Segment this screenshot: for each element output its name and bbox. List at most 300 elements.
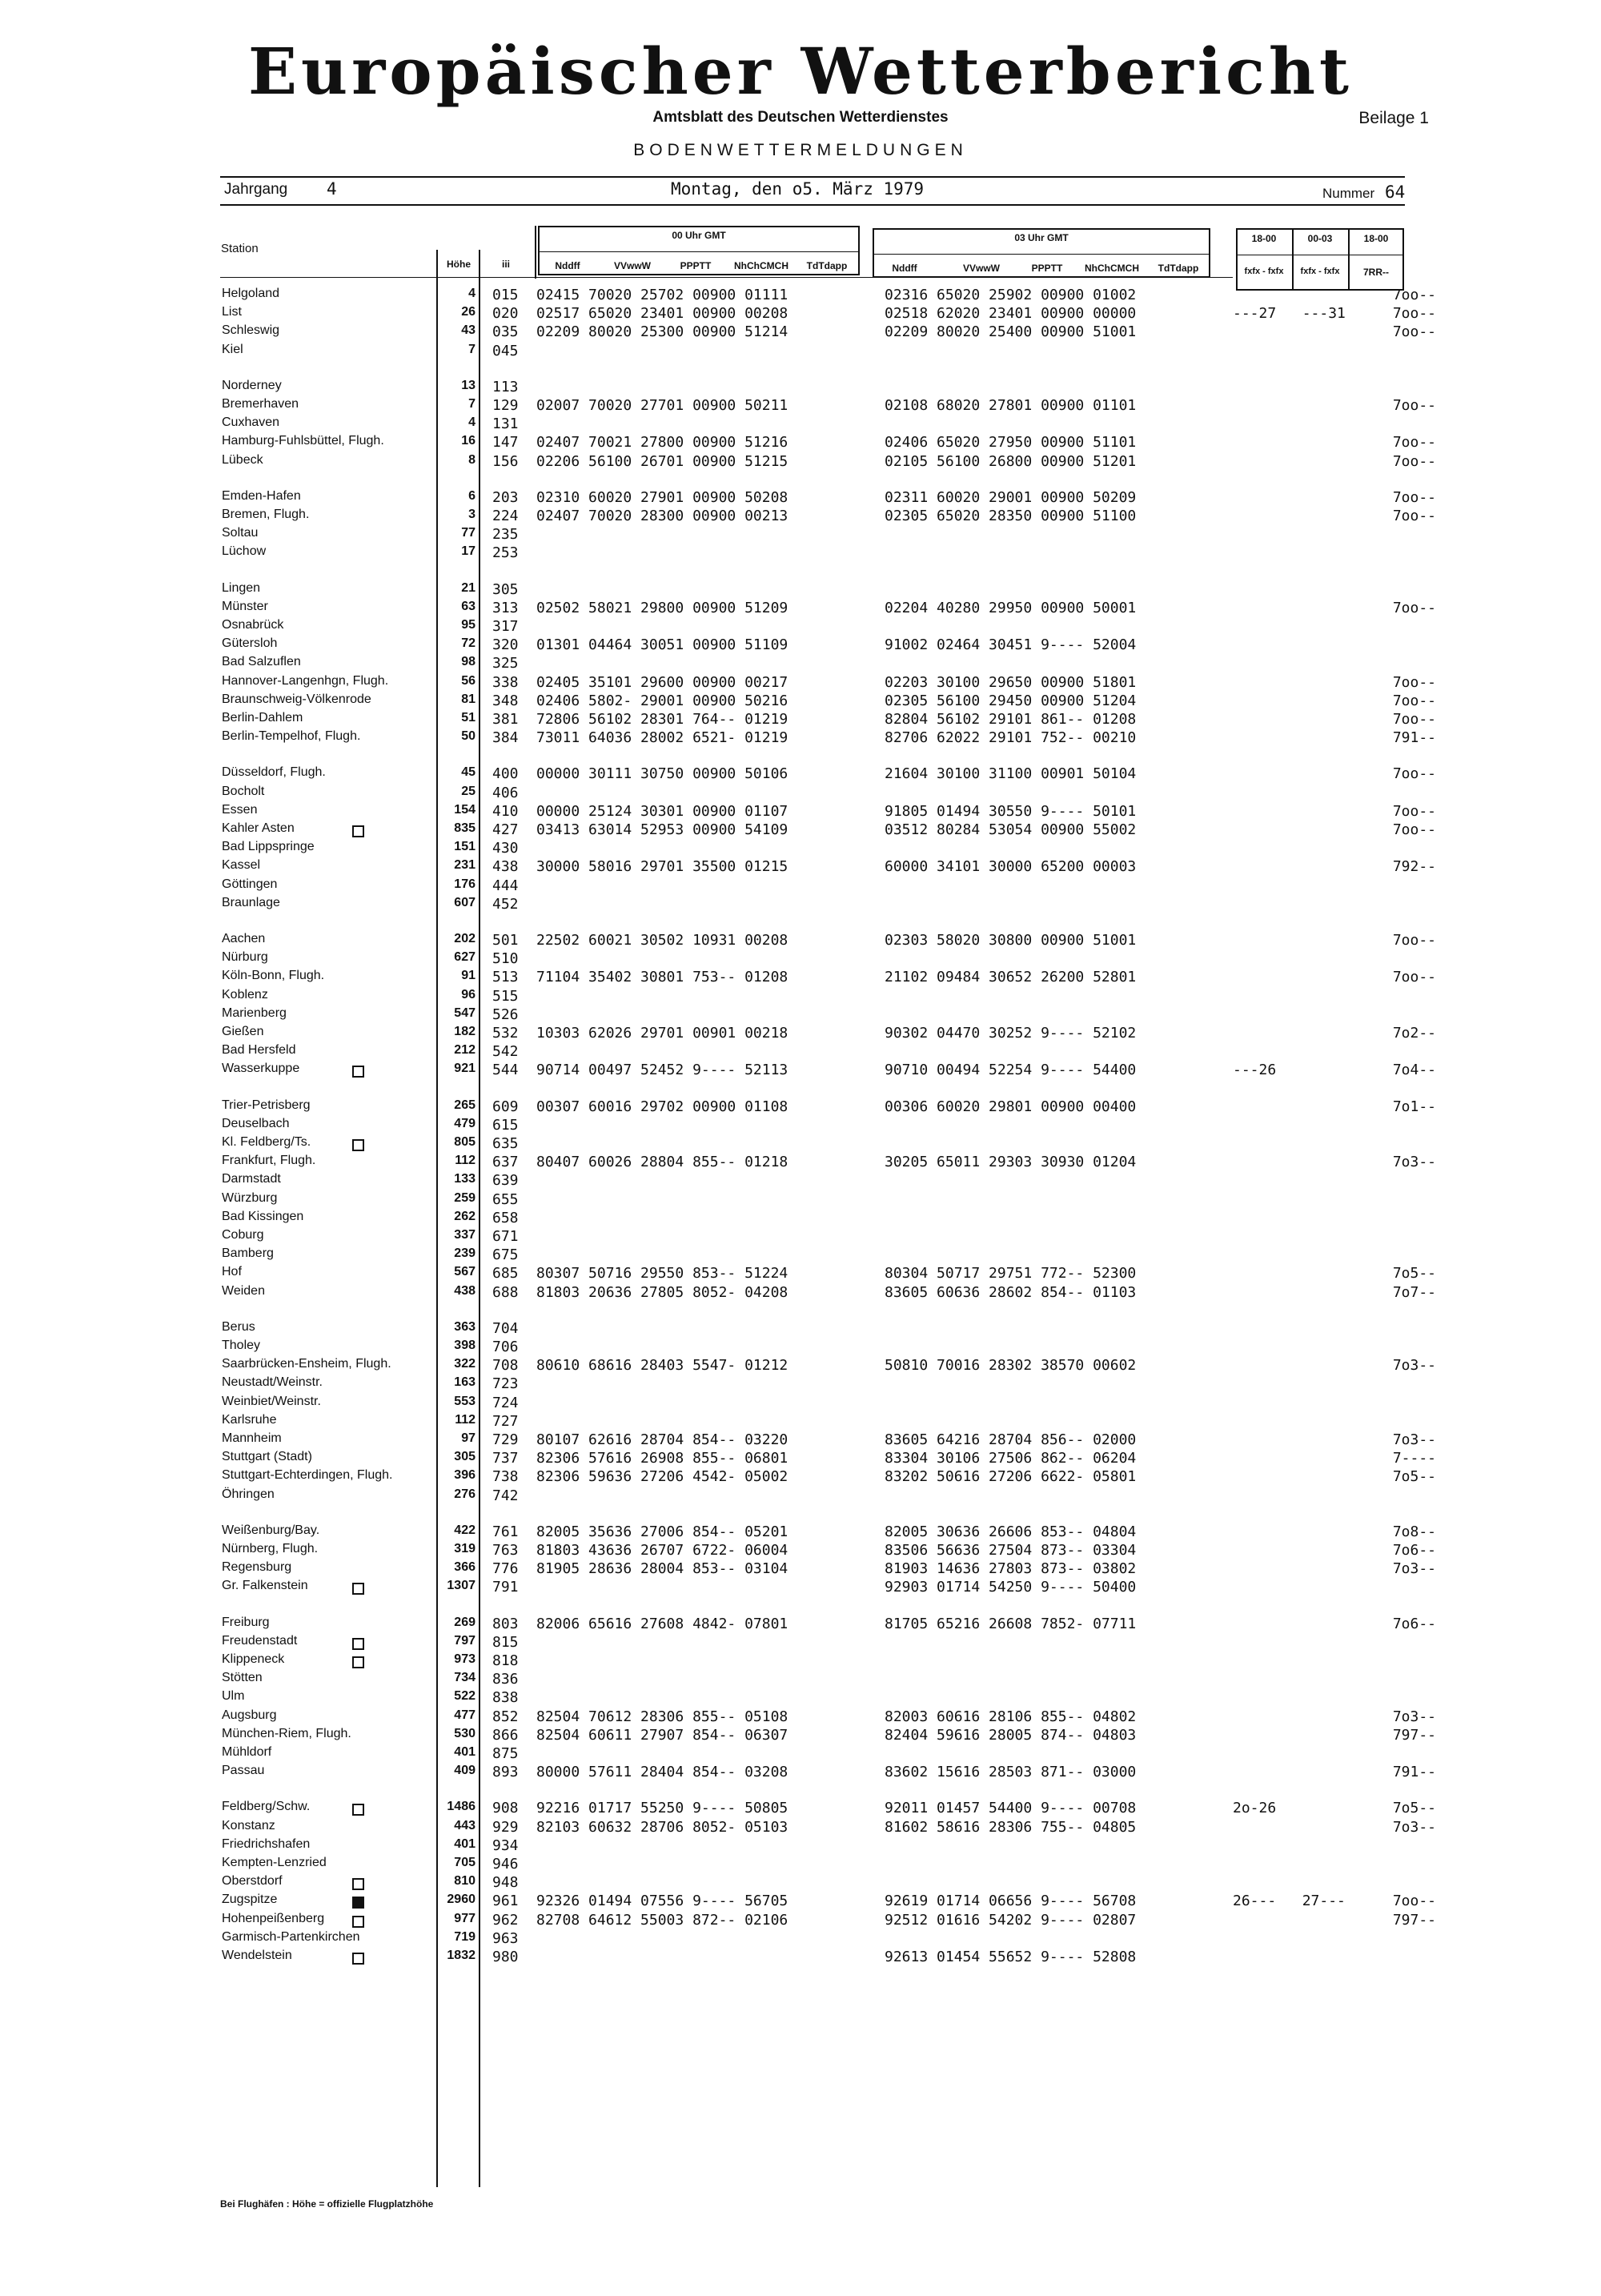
table-row xyxy=(0,1431,1601,1449)
station-height: 398 xyxy=(454,1339,475,1352)
station-height: 396 xyxy=(454,1468,475,1483)
precip-group: 7o6-- xyxy=(1392,1615,1436,1632)
station-name: Öhringen xyxy=(222,1487,275,1501)
station-name: Cuxhaven xyxy=(222,415,280,430)
station-id: 635 xyxy=(492,1135,519,1152)
jahrgang-label: Jahrgang xyxy=(224,181,288,198)
table-row xyxy=(0,932,1601,949)
station-height: 91 xyxy=(461,969,475,983)
table-row xyxy=(0,1542,1601,1559)
precip-group: 7oo-- xyxy=(1392,599,1436,616)
station-name: Ulm xyxy=(222,1689,245,1704)
obs-03-gmt: 02209 80020 25400 00900 51001 xyxy=(885,323,1137,341)
table-row xyxy=(0,692,1601,710)
table-row xyxy=(0,1856,1601,1873)
obs-00-gmt: 80000 57611 28404 854-- 03208 xyxy=(536,1764,788,1781)
station-height: 231 xyxy=(454,858,475,873)
station-name: Saarbrücken-Ensheim, Flugh. xyxy=(222,1357,391,1371)
station-id: 948 xyxy=(492,1874,519,1892)
obs-00-gmt: 00307 60016 29702 00900 01108 xyxy=(536,1098,788,1115)
station-id: 671 xyxy=(492,1228,519,1245)
table-row xyxy=(0,1006,1601,1024)
station-name: Stuttgart-Echterdingen, Flugh. xyxy=(222,1468,393,1483)
station-height: 366 xyxy=(454,1560,475,1575)
table-row xyxy=(0,618,1601,636)
table-row xyxy=(0,1284,1601,1302)
nummer-value: 64 xyxy=(1385,183,1406,202)
gmt00-sep xyxy=(538,251,860,252)
obs-00-gmt: 02406 5802- 29001 00900 50216 xyxy=(536,692,788,709)
station-height: 805 xyxy=(454,1135,475,1149)
obs-00-gmt: 02407 70021 27800 00900 51216 xyxy=(536,434,788,452)
col-station: Station xyxy=(221,242,259,255)
station-name: List xyxy=(222,305,242,319)
precip-group: 792-- xyxy=(1392,858,1436,876)
station-id: 738 xyxy=(492,1468,519,1486)
precip-group: 7oo-- xyxy=(1392,1893,1436,1910)
station-height: 51 xyxy=(461,711,475,725)
station-name: Bad Hersfeld xyxy=(222,1043,296,1058)
mountain-station-marker-icon xyxy=(352,1916,364,1928)
station-id: 320 xyxy=(492,636,519,654)
station-height: 797 xyxy=(454,1633,475,1648)
table-row xyxy=(0,1800,1601,1817)
station-name: Weiden xyxy=(222,1283,265,1298)
station-height: 21 xyxy=(461,580,475,595)
station-height: 4 xyxy=(468,415,475,430)
station-height: 734 xyxy=(454,1671,475,1685)
station-name: Marienberg xyxy=(222,1006,287,1020)
header-rule-bottom xyxy=(220,204,1405,206)
table-row xyxy=(0,1210,1601,1227)
table-row xyxy=(0,1634,1601,1652)
station-name: Berlin-Tempelhof, Flugh. xyxy=(222,729,361,744)
station-name: Osnabrück xyxy=(222,618,284,632)
obs-03-gmt: 02518 62020 23401 00900 00000 xyxy=(885,305,1137,323)
precip-group: 7oo-- xyxy=(1392,452,1436,470)
table-row xyxy=(0,1320,1601,1338)
supplement-label: Beilage 1 xyxy=(1358,109,1429,127)
obs-03-gmt: 50810 70016 28302 38570 00602 xyxy=(885,1357,1137,1375)
section-title: BODENWETTERMELDUNGEN xyxy=(633,141,968,159)
table-row xyxy=(0,1154,1601,1171)
col-nddff-03: Nddff xyxy=(892,263,917,274)
obs-03-gmt: 92613 01454 55652 9---- 52808 xyxy=(885,1949,1137,1965)
station-name: Feldberg/Schw. xyxy=(222,1800,311,1814)
station-name: Oberstdorf xyxy=(222,1874,283,1889)
precip-group: 7o5-- xyxy=(1392,1800,1436,1817)
station-name: Berlin-Dahlem xyxy=(222,711,303,725)
station-height: 547 xyxy=(454,1006,475,1020)
station-id: 513 xyxy=(492,969,519,986)
obs-03-gmt: 83605 64216 28704 856-- 02000 xyxy=(885,1431,1137,1448)
station-height: 163 xyxy=(454,1375,475,1390)
station-name: Bocholt xyxy=(222,784,265,798)
station-id: 803 xyxy=(492,1615,519,1632)
station-name: Augsburg xyxy=(222,1708,277,1722)
obs-03-gmt: 30205 65011 29303 30930 01204 xyxy=(885,1154,1137,1171)
table-row xyxy=(0,1949,1601,1966)
precip-group: 7oo-- xyxy=(1392,692,1436,709)
station-id: 729 xyxy=(492,1431,519,1448)
station-name: Hamburg-Fuhlsbüttel, Flugh. xyxy=(222,434,384,448)
station-id: 724 xyxy=(492,1394,519,1411)
page-title: Europäischer Wetterbericht xyxy=(248,34,1353,109)
station-height: 262 xyxy=(454,1209,475,1223)
obs-03-gmt: 81602 58616 28306 755-- 04805 xyxy=(885,1818,1137,1836)
table-row xyxy=(0,343,1601,360)
station-name: Mühldorf xyxy=(222,1745,272,1759)
station-id: 836 xyxy=(492,1671,519,1688)
table-row xyxy=(0,821,1601,839)
obs-03-gmt: 02305 56100 29450 00900 51204 xyxy=(885,692,1137,709)
precip-group: 7oo-- xyxy=(1392,711,1436,728)
jahrgang-value: 4 xyxy=(327,179,337,199)
table-row xyxy=(0,415,1601,433)
obs-03-gmt: 00306 60020 29801 00900 00400 xyxy=(885,1098,1137,1115)
station-name: Kempten-Lenzried xyxy=(222,1856,327,1869)
station-name: Frankfurt, Flugh. xyxy=(222,1154,316,1168)
table-row xyxy=(0,674,1601,692)
table-row xyxy=(0,877,1601,895)
obs-00-gmt: 81905 28636 28004 853-- 03104 xyxy=(536,1560,788,1578)
table-row xyxy=(0,969,1601,986)
station-name: Konstanz xyxy=(222,1818,275,1832)
col-hoehe: Höhe xyxy=(447,259,471,270)
table-row xyxy=(0,1764,1601,1781)
precip-group: 7oo-- xyxy=(1392,397,1436,414)
station-name: Gr. Falkenstein xyxy=(222,1579,308,1593)
station-height: 1832 xyxy=(447,1949,475,1962)
station-id: 313 xyxy=(492,599,519,616)
obs-03-gmt: 90710 00494 52254 9---- 54400 xyxy=(885,1062,1137,1079)
col-nddff-00: Nddff xyxy=(555,260,580,271)
station-height: 477 xyxy=(454,1708,475,1722)
obs-00-gmt: 80610 68616 28403 5547- 01212 xyxy=(536,1357,788,1375)
col-sub-03: fxfx - fxfx xyxy=(1300,267,1340,276)
obs-03-gmt: 21102 09484 30652 26200 52801 xyxy=(885,969,1137,986)
station-id: 427 xyxy=(492,821,519,838)
station-height: 276 xyxy=(454,1487,475,1501)
table-row xyxy=(0,1837,1601,1855)
station-name: Hohenpeißenberg xyxy=(222,1911,325,1925)
station-name: Koblenz xyxy=(222,987,268,1001)
obs-00-gmt: 82103 60632 28706 8052- 05103 xyxy=(536,1818,788,1836)
station-name: Klippeneck xyxy=(222,1652,285,1666)
station-name: Lingen xyxy=(222,580,261,595)
gmt03-sep xyxy=(873,254,1210,255)
header-underline xyxy=(220,277,1233,278)
station-id: 325 xyxy=(492,655,519,672)
obs-03-gmt: 92619 01714 06656 9---- 56708 xyxy=(885,1893,1137,1910)
table-row xyxy=(0,434,1601,452)
obs-03-gmt: 81705 65216 26608 7852- 07711 xyxy=(885,1615,1137,1632)
table-row xyxy=(0,1487,1601,1505)
station-height: 16 xyxy=(461,434,475,448)
obs-03-gmt: 83605 60636 28602 854-- 01103 xyxy=(885,1283,1137,1301)
obs-00-gmt: 02502 58021 29800 00900 51209 xyxy=(536,599,788,616)
table-row xyxy=(0,1098,1601,1116)
station-name: Wasserkuppe xyxy=(222,1062,300,1076)
station-name: Stuttgart (Stadt) xyxy=(222,1450,312,1464)
station-id: 510 xyxy=(492,950,519,968)
station-name: Wendelstein xyxy=(222,1949,292,1962)
station-height: 6 xyxy=(468,488,475,503)
obs-03-gmt: 83304 30106 27506 862-- 06204 xyxy=(885,1450,1137,1467)
station-height: 401 xyxy=(454,1745,475,1759)
station-name: Passau xyxy=(222,1764,265,1778)
table-row xyxy=(0,1375,1601,1393)
period-extremes: 26--- 27--- xyxy=(1233,1893,1346,1910)
obs-00-gmt: 80307 50716 29550 853-- 51224 xyxy=(536,1265,788,1282)
station-name: Kahler Asten xyxy=(222,821,295,835)
table-row xyxy=(0,1523,1601,1541)
station-height: 409 xyxy=(454,1764,475,1778)
obs-03-gmt: 82804 56102 29101 861-- 01208 xyxy=(885,711,1137,728)
obs-03-gmt: 82005 30636 26606 853-- 04804 xyxy=(885,1523,1137,1540)
station-name: Darmstadt xyxy=(222,1172,281,1186)
station-id: 015 xyxy=(492,287,519,303)
table-row xyxy=(0,1819,1601,1836)
mountain-station-marker-icon xyxy=(352,1583,364,1595)
station-name: Zugspitze xyxy=(222,1893,278,1907)
precip-group: 7oo-- xyxy=(1392,802,1436,820)
station-name: Bad Lippspringe xyxy=(222,840,315,854)
station-name: Nürnberg, Flugh. xyxy=(222,1542,319,1555)
mountain-station-marker-icon xyxy=(352,1066,364,1078)
table-row xyxy=(0,323,1601,341)
station-height: 719 xyxy=(454,1929,475,1944)
table-row xyxy=(0,600,1601,617)
station-id: 852 xyxy=(492,1708,519,1725)
table-row xyxy=(0,453,1601,471)
col-gmt00: 00 Uhr GMT xyxy=(672,230,726,241)
obs-00-gmt: 02407 70020 28300 00900 00213 xyxy=(536,508,788,524)
obs-03-gmt: 80304 50717 29751 772-- 52300 xyxy=(885,1265,1137,1282)
obs-00-gmt: 92326 01494 07556 9---- 56705 xyxy=(536,1893,788,1910)
station-height: 26 xyxy=(461,305,475,319)
station-name: Kl. Feldberg/Ts. xyxy=(222,1135,311,1149)
obs-00-gmt: 02405 35101 29600 00900 00217 xyxy=(536,673,788,691)
station-height: 8 xyxy=(468,452,475,467)
station-id: 615 xyxy=(492,1116,519,1134)
station-name: Braunlage xyxy=(222,895,280,909)
station-id: 400 xyxy=(492,765,519,783)
station-height: 973 xyxy=(454,1652,475,1666)
report-date: Montag, den o5. März 1979 xyxy=(671,179,925,199)
station-id: 963 xyxy=(492,1929,519,1947)
iii-col-line xyxy=(535,226,536,279)
obs-00-gmt: 82504 70612 28306 855-- 05108 xyxy=(536,1708,788,1725)
obs-00-gmt: 30000 58016 29701 35500 01215 xyxy=(536,858,788,876)
table-row xyxy=(0,1246,1601,1264)
table-row xyxy=(0,287,1601,304)
station-id: 501 xyxy=(492,932,519,949)
station-id: 020 xyxy=(492,305,519,323)
table-row xyxy=(0,1727,1601,1744)
obs-00-gmt: 80407 60026 28804 855-- 01218 xyxy=(536,1154,788,1171)
station-id: 526 xyxy=(492,1006,519,1023)
station-name: Braunschweig-Völkenrode xyxy=(222,692,371,706)
station-name: Bremen, Flugh. xyxy=(222,508,310,521)
nummer-label: Nummer xyxy=(1322,186,1375,201)
precip-group: 7oo-- xyxy=(1392,287,1436,303)
station-height: 17 xyxy=(461,544,475,559)
station-name: Neustadt/Weinstr. xyxy=(222,1375,323,1390)
table-row xyxy=(0,858,1601,876)
station-id: 704 xyxy=(492,1319,519,1337)
station-name: München-Riem, Flugh. xyxy=(222,1726,351,1740)
obs-03-gmt: 83506 56636 27504 873-- 03304 xyxy=(885,1542,1137,1559)
station-height: 154 xyxy=(454,802,475,817)
station-height: 182 xyxy=(454,1025,475,1038)
station-id: 637 xyxy=(492,1154,519,1171)
obs-00-gmt: 73011 64036 28002 6521- 01219 xyxy=(536,729,788,747)
table-row xyxy=(0,1450,1601,1467)
station-id: 515 xyxy=(492,987,519,1005)
precip-group: 7o1-- xyxy=(1392,1098,1436,1115)
obs-00-gmt: 02007 70020 27701 00900 50211 xyxy=(536,397,788,414)
period-extremes: 2o-26 xyxy=(1233,1800,1277,1817)
obs-03-gmt: 81903 14636 27803 873-- 03802 xyxy=(885,1560,1137,1578)
station-height: 212 xyxy=(454,1043,475,1058)
precip-group: 7oo-- xyxy=(1392,434,1436,452)
station-height: 921 xyxy=(454,1062,475,1076)
station-id: 253 xyxy=(492,544,519,562)
precip-group: 7o3-- xyxy=(1392,1154,1436,1171)
precip-group: 7oo-- xyxy=(1392,932,1436,949)
precip-group: 7o3-- xyxy=(1392,1708,1436,1725)
station-name: Emden-Hafen xyxy=(222,488,301,503)
station-id: 317 xyxy=(492,618,519,635)
station-id: 658 xyxy=(492,1209,519,1226)
obs-03-gmt: 02305 65020 28350 00900 51100 xyxy=(885,508,1137,524)
station-id: 430 xyxy=(492,840,519,857)
table-row xyxy=(0,1745,1601,1763)
obs-00-gmt: 82708 64612 55003 872-- 02106 xyxy=(536,1911,788,1929)
precip-group: 797-- xyxy=(1392,1911,1436,1929)
station-id: 639 xyxy=(492,1172,519,1190)
col-pppp-03: PPPTT xyxy=(1031,263,1063,274)
station-id: 685 xyxy=(492,1265,519,1282)
station-height: 13 xyxy=(461,378,475,392)
obs-03-gmt: 92903 01714 54250 9---- 50400 xyxy=(885,1579,1137,1596)
precip-group: 7o3-- xyxy=(1392,1357,1436,1375)
obs-03-gmt: 02316 65020 25902 00900 01002 xyxy=(885,287,1137,303)
col-td-00: TdTdapp xyxy=(806,260,848,271)
mountain-station-marker-icon xyxy=(352,1804,364,1816)
table-row xyxy=(0,803,1601,821)
period-extremes: ---27 ---31 xyxy=(1233,305,1346,323)
station-height: 72 xyxy=(461,636,475,651)
station-height: 97 xyxy=(461,1431,475,1445)
station-name: Schleswig xyxy=(222,323,280,338)
precip-group: 7oo-- xyxy=(1392,673,1436,691)
table-row xyxy=(0,1579,1601,1596)
precip-group: 7o5-- xyxy=(1392,1265,1436,1282)
station-id: 776 xyxy=(492,1560,519,1578)
station-id: 156 xyxy=(492,452,519,470)
station-id: 348 xyxy=(492,692,519,709)
obs-03-gmt: 91002 02464 30451 9---- 52004 xyxy=(885,636,1137,654)
mountain-station-marker-icon xyxy=(352,1638,364,1650)
obs-03-gmt: 02108 68020 27801 00900 01101 xyxy=(885,397,1137,414)
obs-00-gmt: 02206 56100 26701 00900 51215 xyxy=(536,452,788,470)
station-name: Lüchow xyxy=(222,544,267,559)
station-name: Karlsruhe xyxy=(222,1412,277,1427)
col-sub-18: fxfx - fxfx xyxy=(1244,267,1284,276)
precip-group: 7o2-- xyxy=(1392,1025,1436,1042)
obs-00-gmt: 03413 63014 52953 00900 54109 xyxy=(536,821,788,838)
obs-00-gmt: 82006 65616 27608 4842- 07801 xyxy=(536,1615,788,1632)
station-height: 77 xyxy=(461,526,475,540)
precip-group: 791-- xyxy=(1392,729,1436,747)
period-div-2 xyxy=(1348,228,1350,291)
col-period-18-00: 18-00 xyxy=(1251,233,1277,244)
obs-00-gmt: 02209 80020 25300 00900 51214 xyxy=(536,323,788,341)
station-id: 875 xyxy=(492,1745,519,1762)
station-name: Lübeck xyxy=(222,452,263,467)
table-row xyxy=(0,1708,1601,1726)
table-row xyxy=(0,1560,1601,1578)
station-id: 815 xyxy=(492,1633,519,1651)
table-row xyxy=(0,1172,1601,1190)
table-row xyxy=(0,711,1601,729)
station-name: Köln-Bonn, Flugh. xyxy=(222,969,325,983)
precip-group: 797-- xyxy=(1392,1726,1436,1744)
station-id: 113 xyxy=(492,378,519,395)
obs-03-gmt: 92011 01457 54400 9---- 00708 xyxy=(885,1800,1137,1817)
station-height: 401 xyxy=(454,1836,475,1851)
station-height: 259 xyxy=(454,1190,475,1205)
mountain-station-marker-icon xyxy=(352,1953,364,1965)
station-name: Trier-Petrisberg xyxy=(222,1098,311,1112)
station-height: 151 xyxy=(454,840,475,854)
station-id: 444 xyxy=(492,877,519,894)
station-name: Helgoland xyxy=(222,287,280,300)
precip-group: 7o3-- xyxy=(1392,1818,1436,1836)
station-height: 239 xyxy=(454,1246,475,1261)
obs-03-gmt: 02303 58020 30800 00900 51001 xyxy=(885,932,1137,949)
table-row xyxy=(0,636,1601,654)
obs-03-gmt: 82404 59616 28005 874-- 04803 xyxy=(885,1726,1137,1744)
station-id: 893 xyxy=(492,1764,519,1781)
table-row xyxy=(0,305,1601,323)
station-id: 381 xyxy=(492,711,519,728)
station-height: 522 xyxy=(454,1689,475,1704)
station-name: Mannheim xyxy=(222,1431,282,1445)
obs-00-gmt: 72806 56102 28301 764-- 01219 xyxy=(536,711,788,728)
station-name: Bad Salzuflen xyxy=(222,655,301,669)
obs-03-gmt: 90302 04470 30252 9---- 52102 xyxy=(885,1025,1137,1042)
col-iii: iii xyxy=(501,259,510,270)
mountain-station-marker-icon xyxy=(352,1656,364,1668)
col-vvwww-03: VVwwW xyxy=(962,263,1000,274)
col-period-00-03: 00-03 xyxy=(1307,233,1333,244)
station-id: 129 xyxy=(492,397,519,414)
obs-00-gmt: 82504 60611 27907 854-- 06307 xyxy=(536,1726,788,1744)
table-row xyxy=(0,1930,1601,1948)
station-id: 045 xyxy=(492,342,519,359)
station-height: 98 xyxy=(461,655,475,669)
station-id: 406 xyxy=(492,784,519,801)
station-height: 4 xyxy=(468,287,475,300)
precip-group: 7o7-- xyxy=(1392,1283,1436,1301)
station-id: 452 xyxy=(492,895,519,913)
table-row xyxy=(0,1413,1601,1431)
station-height: 322 xyxy=(454,1357,475,1371)
precip-group: 7oo-- xyxy=(1392,323,1436,341)
